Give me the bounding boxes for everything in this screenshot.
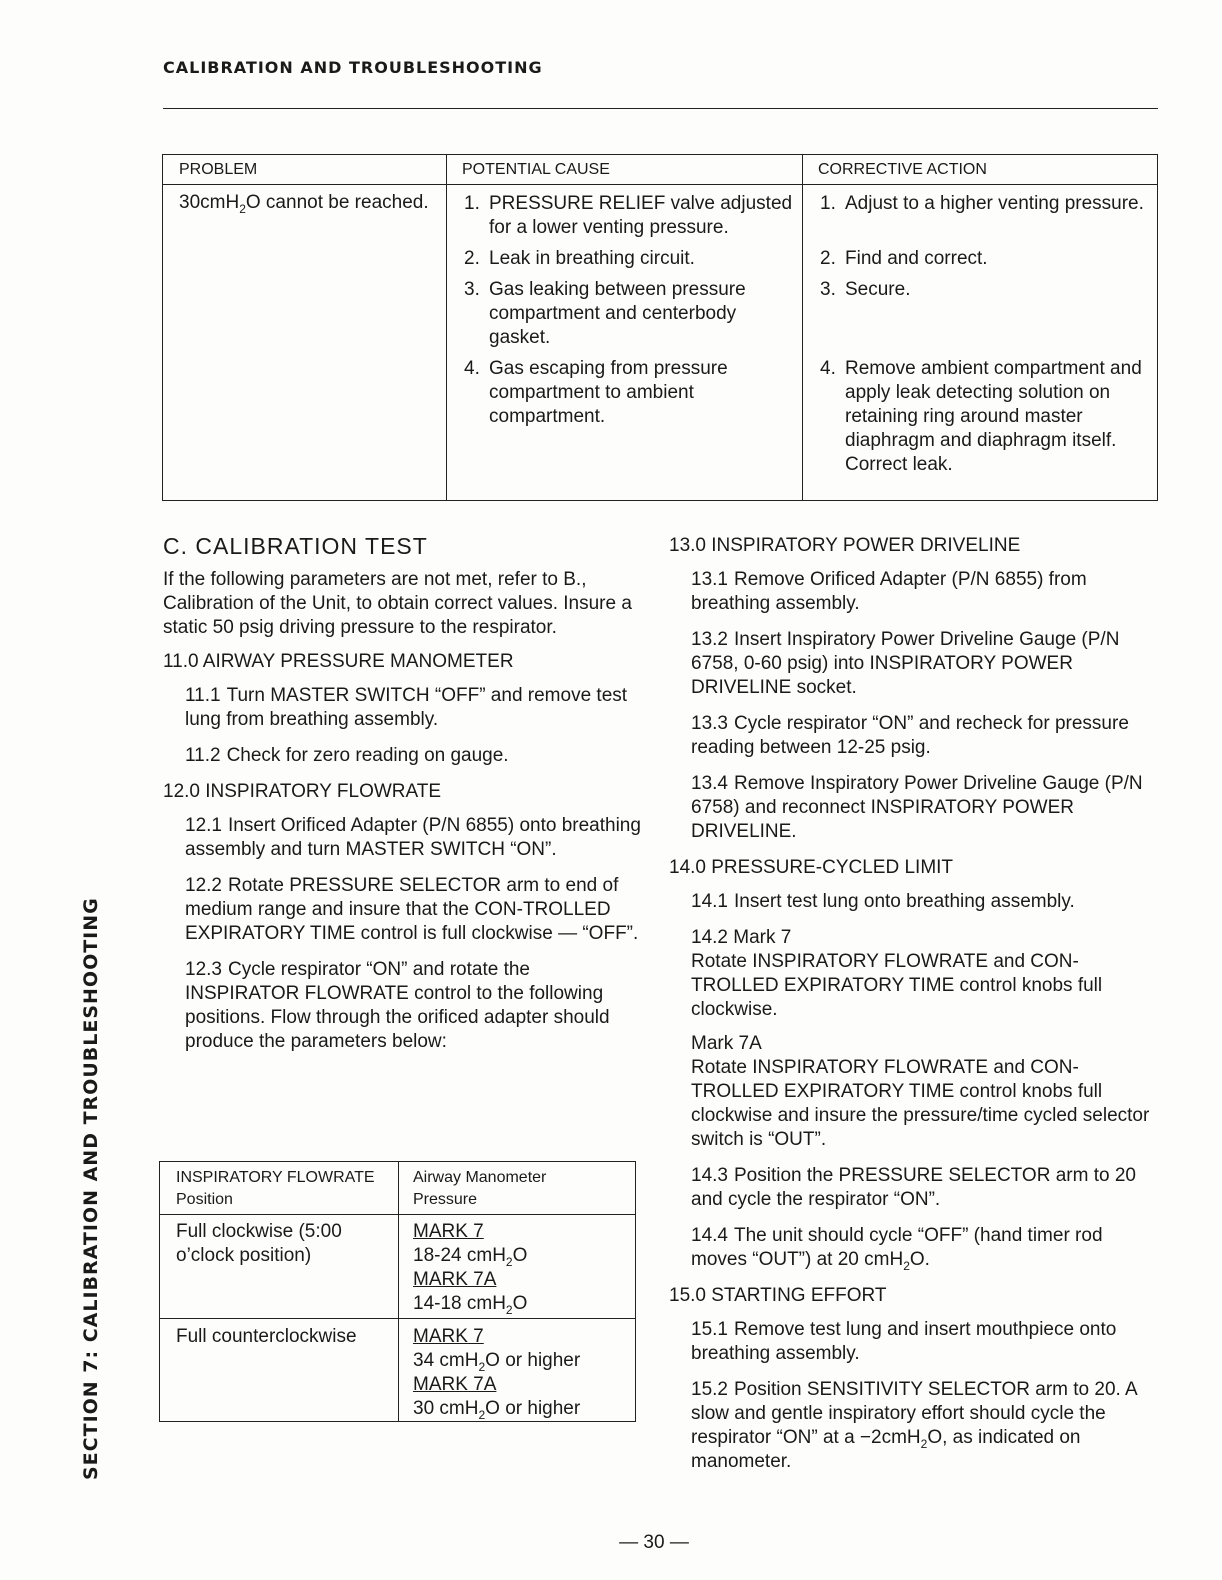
header-rule [163, 108, 1158, 109]
step-14-2: 14.2 Mark 7 Rotate INSPIRATORY FLOWRATE and CON-TROLLED EXPIRATORY TIME control knobs full clockwise. Mark 7A Rotate INSPIRATORY FLOWRATE and CON-TROLLED EXPIRATORY TIME control knobs full clockwise and insure the pressure/time cycled selector switch is “OUT”. [691, 927, 1150, 1150]
page-header: CALIBRATION AND TROUBLESHOOTING [163, 58, 543, 77]
list-item: 4. Gas escaping from pressure compartment to ambient compartment. [464, 358, 728, 427]
calibration-intro: If the following parameters are not met, refer to B., Calibration of the Unit, to obtain correct values. Insure a static 50 psig driving pressure to the respirator. [163, 569, 632, 638]
step-13-3: 13.3 Cycle respirator “ON” and recheck for pressure reading between 12-25 psig. [691, 713, 1129, 758]
action-list [802, 185, 1157, 477]
position-cell: Full counterclockwise [176, 1326, 357, 1347]
step-12-1: 12.1 Insert Orificed Adapter (P/N 6855) onto breathing assembly and turn MASTER SWITCH “ON”. [185, 815, 641, 860]
list-item: 3. Secure. [820, 279, 911, 300]
pressure-header: Airway Manometer Pressure [413, 1169, 547, 1208]
step-15-1: 15.1 Remove test lung and insert mouthpiece onto breathing assembly. [691, 1319, 1117, 1364]
problem-table [162, 154, 1158, 501]
list-item: 1. PRESSURE RELIEF valve adjusted for a lower venting pressure. [464, 193, 793, 238]
page-number: — 30 — [619, 1532, 689, 1553]
list-item: 1. Adjust to a higher venting pressure. [820, 193, 1144, 214]
flowrate-table [159, 1161, 636, 1422]
table-row [160, 1214, 635, 1319]
pressure-cell: MARK 7 34 cmH$_2$O or higher MARK 7A 30 cmH$_2$O or higher [413, 1326, 581, 1422]
list-item: 2. Leak in breathing circuit. [464, 248, 695, 269]
step-14-4: 14.4 The unit should cycle “OFF” (hand timer rod moves “OUT”) at 20 cmH$_2$O. [691, 1225, 1103, 1273]
step-13-2: 13.2 Insert Inspiratory Power Driveline Gauge (P/N 6758, 0-60 psig) into INSPIRATORY POWER DRIVELINE socket. [691, 629, 1120, 698]
position-header: INSPIRATORY FLOWRATE Position [176, 1169, 375, 1208]
flowrate-table-header [160, 1162, 635, 1215]
step-15-2: 15.2 Position SENSITIVITY SELECTOR arm to 20. A slow and gentle inspiratory effort should cycle the respirator “ON” at a −2cmH$_2$O, as indicated on manometer. [691, 1379, 1137, 1472]
section-side-label: SECTION 7: CALIBRATION AND TROUBLESHOOTING [80, 897, 102, 1480]
problem-column [163, 155, 447, 500]
problem-header: PROBLEM [163, 155, 446, 185]
step-14-1: 14.1 Insert test lung onto breathing assembly. [691, 891, 1075, 912]
pressure-cell: MARK 7 18-24 cmH$_2$O MARK 7A 14-18 cmH$_2$O [413, 1221, 528, 1317]
section-12-title: 12.0 INSPIRATORY FLOWRATE [163, 781, 442, 802]
step-12-3: 12.3 Cycle respirator “ON” and rotate the INSPIRATOR FLOWRATE control to the following positions. Flow through the orificed adapter should produce the parameters below: [185, 959, 610, 1052]
step-11-1: 11.1 Turn MASTER SWITCH “OFF” and remove test lung from breathing assembly. [185, 685, 628, 730]
position-cell: Full clockwise (5:00 o’clock position) [176, 1221, 342, 1266]
step-13-4: 13.4 Remove Inspiratory Power Driveline Gauge (P/N 6758) and reconnect INSPIRATORY POWER DRIVELINE. [691, 773, 1143, 842]
list-item: 4. Remove ambient compartment and apply leak detecting solution on retaining ring around master diaphragm and diaphragm itself. Correct leak. [820, 358, 1142, 475]
step-14-3: 14.3 Position the PRESSURE SELECTOR arm to 20 and cycle the respirator “ON”. [691, 1165, 1136, 1210]
calibration-title: C. CALIBRATION TEST [163, 533, 428, 559]
section-15-title: 15.0 STARTING EFFORT [669, 1285, 887, 1306]
step-11-2: 11.2 Check for zero reading on gauge. [185, 745, 509, 766]
problem-text: 30cmH$_2$O cannot be reached. [179, 192, 429, 216]
step-12-2: 12.2 Rotate PRESSURE SELECTOR arm to end of medium range and insure that the CON-TROLLED EXPIRATORY TIME control is full clockwise — “OFF”. [185, 875, 639, 944]
cause-column [446, 155, 803, 500]
left-column [163, 534, 643, 1066]
step-13-1: 13.1 Remove Orificed Adapter (P/N 6855) from breathing assembly. [691, 569, 1087, 614]
table-row [160, 1319, 635, 1423]
section-11-title: 11.0 AIRWAY PRESSURE MANOMETER [163, 651, 514, 672]
cause-header: POTENTIAL CAUSE [446, 155, 802, 185]
list-item: 3. Gas leaking between pressure compartment and centerbody gasket. [464, 279, 746, 348]
section-13-title: 13.0 INSPIRATORY POWER DRIVELINE [669, 535, 1021, 556]
action-column [802, 155, 1157, 500]
section-14-title: 14.0 PRESSURE-CYCLED LIMIT [669, 857, 954, 878]
list-item: 2. Find and correct. [820, 248, 988, 269]
right-column [669, 534, 1159, 1486]
action-header: CORRECTIVE ACTION [802, 155, 1157, 185]
cause-list [446, 185, 802, 429]
